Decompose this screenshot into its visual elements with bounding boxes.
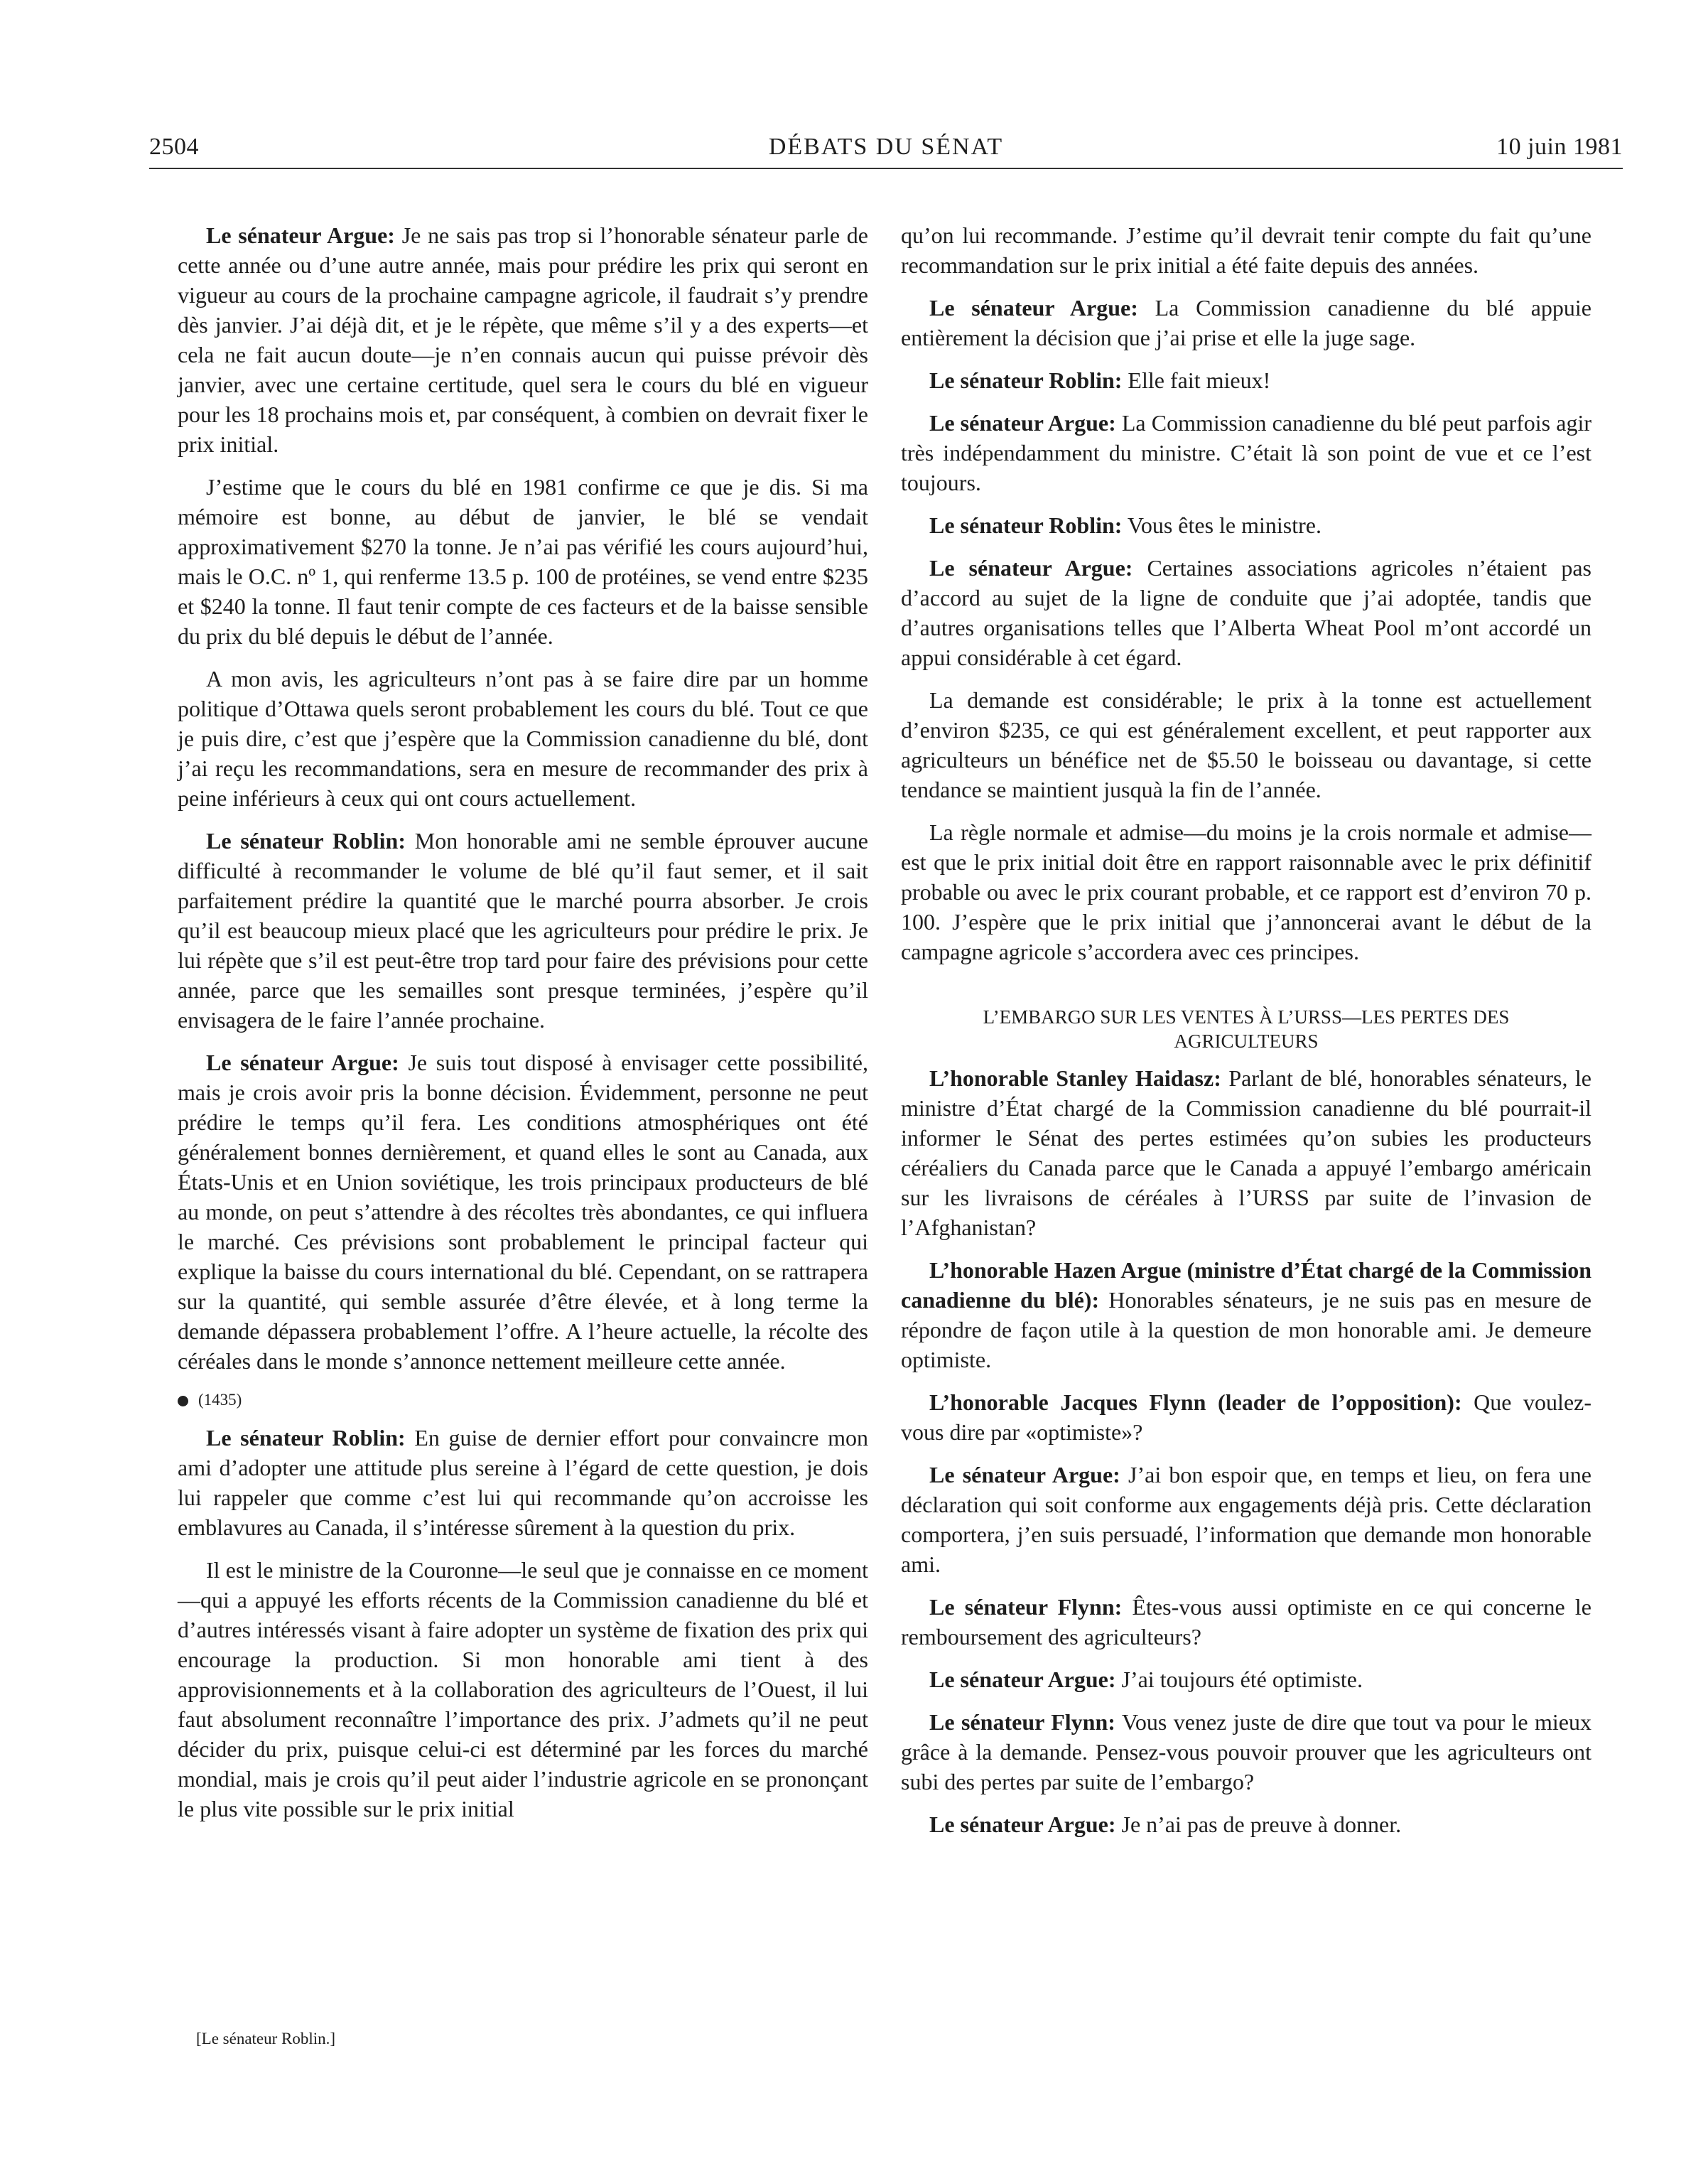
speaker-name: Le sénateur Roblin: xyxy=(206,1425,406,1451)
bullet-icon xyxy=(178,1396,188,1406)
paragraph: Le sénateur Flynn: Vous venez juste de dire que tout va pour le mieux grâce à la demande. Pensez-vous pouvoir prouver que les agriculteurs ont subi des pertes par suite de l’embargo? xyxy=(901,1709,1592,1794)
speaker-name: Le sénateur Flynn: xyxy=(929,1709,1115,1735)
paragraph: L’honorable Jacques Flynn (leader de l’opposition): Que voulez-vous dire par «optimiste»? xyxy=(901,1389,1592,1445)
speaker-name: Le sénateur Argue: xyxy=(929,295,1138,321)
paragraph: Le sénateur Roblin: Elle fait mieux! xyxy=(929,367,1271,393)
paragraph: Le sénateur Argue: La Commission canadienne du blé peut parfois agir très indépendamment du ministre. C’était là son point de vue et ce l’est toujours. xyxy=(901,410,1591,495)
page-footnote: [Le sénateur Roblin.] xyxy=(196,2030,336,2047)
speaker-name: Le sénateur Argue: xyxy=(929,1812,1116,1837)
speaker-name: Le sénateur Roblin: xyxy=(206,828,406,854)
paragraph: A mon avis, les agriculteurs n’ont pas à se faire dire par un homme politique d’Ottawa quels seront probablement les cours du blé. Tout ce que je puis dire, c’est que j’espère que la Commission canadienne du blé, dont j’ai reçu les recommandations, sera en mesure de recommander des prix à peine inférieurs à ceux qui ont cours actuellement. xyxy=(178,666,868,811)
paragraph: La demande est considérable; le prix à la tonne est actuellement d’environ $235, ce qui est généralement excellent, et peut rapporter aux agriculteurs un bénéfice net de $5.50 le boisseau ou davantage, si cette tendance se maintient jusquà la fin de l’année. xyxy=(901,687,1591,802)
page-number: 2504 xyxy=(149,134,199,160)
speaker-name: Le sénateur Argue: xyxy=(929,555,1133,581)
paragraph: Le sénateur Flynn: Êtes-vous aussi optimiste en ce qui concerne le remboursement des agriculteurs? xyxy=(901,1594,1592,1649)
speaker-name: Le sénateur Argue: xyxy=(929,1667,1116,1692)
paragraph: Le sénateur Roblin: Vous êtes le ministre. xyxy=(929,512,1321,538)
speaker-name: Le sénateur Argue: xyxy=(206,1050,399,1075)
paragraph: qu’on lui recommande. J’estime qu’il devrait tenir compte du fait qu’une recommandation sur le prix initial a été faite depuis des années. xyxy=(901,222,1591,278)
paragraph: L’honorable Hazen Argue (ministre d’État chargé de la Commission canadienne du blé): Honorables sénateurs, je ne suis pas en mesure de répondre de façon utile à la question de mon honorable ami. Je demeure optimiste. xyxy=(901,1257,1592,1372)
speaker-name: Le sénateur Flynn: xyxy=(929,1594,1123,1620)
paragraph: Le sénateur Argue: Je n’ai pas de preuve à donner. xyxy=(929,1812,1402,1837)
paragraph: Le sénateur Roblin: Mon honorable ami ne semble éprouver aucune difficulté à recommander le volume de blé qu’il faut semer, et il sait parfaitement prédire la quantité que le marché pourra absorber. Je crois qu’il est beaucoup mieux placé que les agriculteurs pour prédire le prix. Je lui répète que s’il est peut-être trop tard pour faire des prévisions pour cette année, parce que les semailles sont presque terminées, j’espère qu’il envisagera de le faire l’année prochaine. xyxy=(178,828,869,1033)
page-header xyxy=(149,134,1623,166)
left-column xyxy=(178,220,868,1836)
paragraph: Le sénateur Argue: Je ne sais pas trop si l’honorable sénateur parle de cette année ou d’une autre année, mais pour prédire les prix qui seront en vigueur au cours de la prochaine campagne agricole, il faudrait s’y prendre dès janvier. J’ai déjà dit, et je le répète, que même s’il y a des experts—et cela ne fait aucun doute—je n’en connais aucun qui puisse prévoir dès janvier, avec une certaine certitude, quel sera le cours du blé en vigueur pour les 18 prochains mois et, par conséquent, à combien on devrait fixer le prix initial. xyxy=(178,222,869,457)
paragraph: Il est le ministre de la Couronne—le seul que je connaisse en ce moment—qui a appuyé les efforts récents de la Commission canadienne du blé et d’autres intéressés visant à faire adopter un système de fixation des prix qui encourage la production. Si mon honorable ami tient à des approvisionnements et à la collaboration des agriculteurs de l’Ouest, il lui faut absolument reconnaître l’importance des prix. J’admets qu’il ne peut décider du prix, puisque celui-ci est déterminé par les forces du marché mondial, mais je crois qu’il peut aider l’industrie agricole en se prononçant le plus vite possible sur le prix initial xyxy=(178,1557,868,1821)
paragraph: Le sénateur Argue: J’ai toujours été optimiste. xyxy=(929,1667,1363,1692)
page-date: 10 juin 1981 xyxy=(1496,134,1623,160)
speaker-name: Le sénateur Argue: xyxy=(929,1462,1120,1487)
paragraph: Le sénateur Argue: Je suis tout disposé à envisager cette possibilité, mais je crois avoir pris la bonne décision. Évidemment, personne ne peut prédire le temps qu’il fera. Les conditions atmosphériques ont été généralement bonnes dernièrement, et quand elles le sont au Canada, aux États-Unis et en Union soviétique, les trois principaux producteurs de blé au monde, on peut s’attendre à des récoltes très abondantes, ce qui influera le marché. Ces prévisions sont probablement le principal facteur qui explique la baisse du cours international du blé. Cependant, on se rattrapera sur la quantité, qui semble assurée d’être élevée, et à long terme la demande dépassera probablement l’offre. A l’heure actuelle, la récolte des céréales dans le monde s’annonce nettement meilleure cette année. xyxy=(178,1050,869,1374)
page-title: DÉBATS DU SÉNAT xyxy=(768,134,1004,160)
right-column xyxy=(901,220,1591,1852)
paragraph: Le sénateur Roblin: En guise de dernier effort pour convaincre mon ami d’adopter une attitude plus sereine à l’égard de cette question, je dois lui rappeler que comme c’est lui qui recommande qu’on accroisse les emblavures au Canada, il s’intéresse sûrement à la question du prix. xyxy=(178,1425,869,1540)
paragraph: Le sénateur Argue: J’ai bon espoir que, en temps et lieu, on fera une déclaration qui soit conforme aux engagements déjà pris. Cette déclaration comportera, j’en suis persuadé, l’information que demande mon honorable ami. xyxy=(901,1462,1592,1577)
paragraph: L’honorable Stanley Haidasz: Parlant de blé, honorables sénateurs, le ministre d’État chargé de la Commission canadienne du blé pourrait-il informer le Sénat des pertes estimées qu’on subies les producteurs céréaliers du Canada parce que le Canada a appuyé l’embargo américain sur les livraisons de céréales à l’URSS par suite de l’invasion de l’Afghanistan? xyxy=(901,1065,1592,1240)
time-marker: (1435) xyxy=(178,1389,868,1411)
speaker-name: L’honorable Stanley Haidasz: xyxy=(929,1065,1221,1091)
speaker-name: Le sénateur Roblin: xyxy=(929,512,1123,538)
paragraph: J’estime que le cours du blé en 1981 confirme ce que je dis. Si ma mémoire est bonne, au début de janvier, le blé se vendait approximativement $270 la tonne. Je n’ai pas vérifié les cours aujourd’hui, mais le O.C. nº 1, qui renferme 13.5 p. 100 de protéines, se vend entre $235 et $240 la tonne. Il faut tenir compte de ces facteurs et de la baisse sensible du prix du blé depuis le début de l’année. xyxy=(178,474,868,649)
paragraph: Le sénateur Argue: Certaines associations agricoles n’étaient pas d’accord au sujet de la ligne de conduite que j’ai adoptée, tandis que d’autres organisations telles que l’Alberta Wheat Pool m’ont accordé un appui considérable à cet égard. xyxy=(901,555,1592,670)
speaker-name: Le sénateur Roblin: xyxy=(929,367,1123,393)
paragraph: Le sénateur Argue: La Commission canadienne du blé appuie entièrement la décision que j’ai prise et elle la juge sage. xyxy=(901,295,1592,350)
section-heading: L’EMBARGO SUR LES VENTES À L’URSS—LES PERTES DES AGRICULTEURS xyxy=(983,1006,1510,1052)
header-rule xyxy=(149,168,1623,169)
speaker-name: Le sénateur Argue: xyxy=(206,222,395,248)
speaker-name: Le sénateur Argue: xyxy=(929,410,1116,436)
paragraph: La règle normale et admise—du moins je la crois normale et admise—est que le prix initial doit être en rapport raisonnable avec le prix définitif probable ou avec le prix courant probable, et ce rapport est d’environ 70 p. 100. J’espère que le prix initial que j’annoncerai avant le début de la campagne agricole s’accordera avec ces principes. xyxy=(901,819,1591,964)
speaker-name: L’honorable Jacques Flynn (leader de l’opposition): xyxy=(929,1389,1462,1415)
speaker-name: L’honorable Hazen Argue (ministre d’État chargé de la Commission canadienne du blé): xyxy=(901,1257,1591,1313)
